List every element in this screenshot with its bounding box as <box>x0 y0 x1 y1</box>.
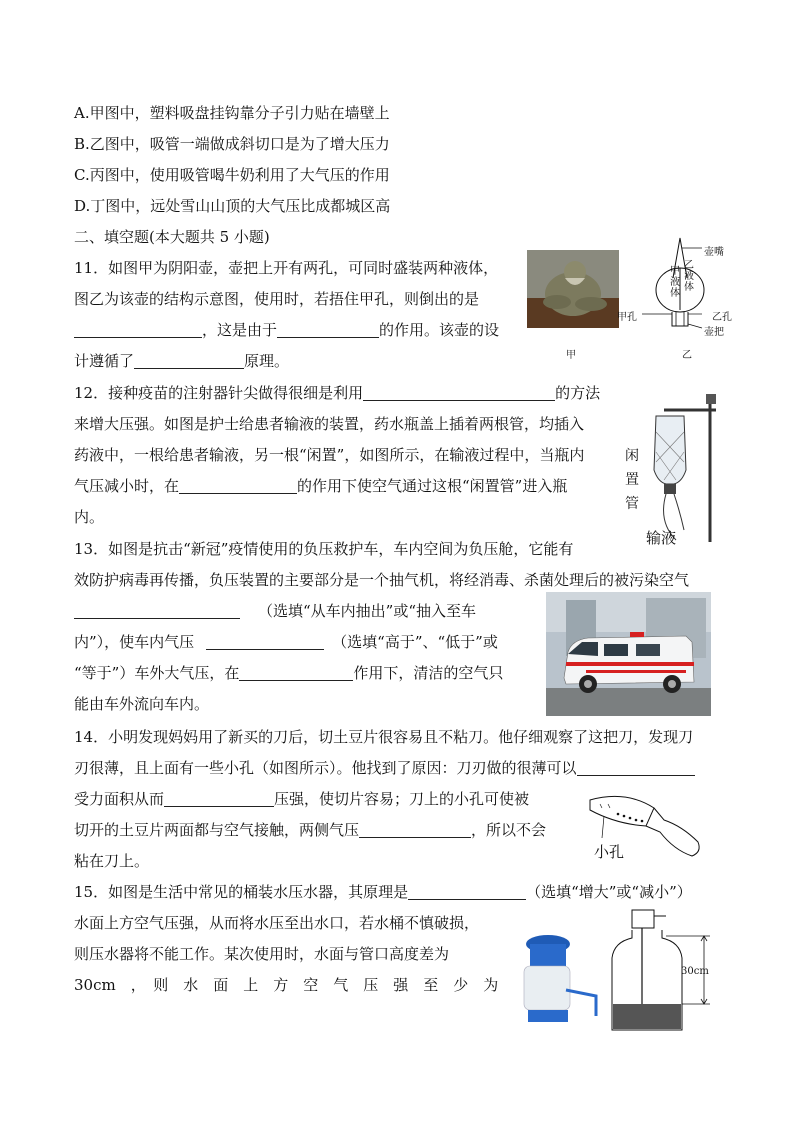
q14-line2 <box>74 758 695 778</box>
q11-caption-jia: 甲 <box>566 350 576 361</box>
q15-water-pump-photo <box>504 930 606 1030</box>
q13-line4-text-b: （选填“高于”、“低于”或 <box>332 633 498 651</box>
q14-line3-text-b: 压强，使切片容易；刀上的小孔可使被 <box>274 790 530 808</box>
section-title: 二、填空题(本大题共 5 小题) <box>74 228 270 246</box>
q11-line2: 图乙为该壶的结构示意图，使用时，若捂住甲孔，则倒出的是 <box>74 290 480 308</box>
option-b: B.乙图中，吸管一端做成斜切口是为了增大压力 <box>74 135 390 153</box>
q13-blank-2[interactable] <box>206 633 324 650</box>
q11-label-spout: 壶嘴 <box>704 247 724 258</box>
q14-line3-text-a: 受力面积从而 <box>74 790 165 808</box>
q14-line3 <box>74 789 529 809</box>
q12-line4-text-b: 的作用下使空气通过这根“闲置管”进入瓶 <box>297 477 568 495</box>
q12-line1-text-b: 的方法 <box>555 384 601 402</box>
option-c: C.丙图中，使用吸管喝牛奶利用了大气压的作用 <box>74 166 390 184</box>
q11-line1: 11．如图甲为阴阳壶，壶把上开有两孔，可同时盛装两种液体， <box>74 259 499 277</box>
q14-line1: 14．小明发现妈妈用了新买的刀后，切土豆片很容易且不粘刀。他仔细观察了这把刀，发现刀 <box>74 728 694 746</box>
q12-line5: 内。 <box>74 508 105 526</box>
q15-line3: 则压水器将不能工作。某次使用时，水面与管口高度差为 <box>74 945 450 963</box>
q13-line3-text-b: （选填“从车内抽出”或“抽入至车 <box>258 602 477 620</box>
q15-blank-1[interactable] <box>408 883 526 900</box>
q13-line4 <box>74 632 498 652</box>
q15-line4: 30cm ， 则 水 面 上 方 空 气 压 强 至 少 为 <box>74 976 499 994</box>
q11-blank-2[interactable] <box>277 321 379 338</box>
q13-line2: 效防护病毒再传播，负压装置的主要部分是一个抽气机，将经消毒、杀菌处理后的被污染空气 <box>74 571 690 589</box>
q11-line3-text-c: 的作用。该壶的设 <box>379 321 500 339</box>
q12-line1-text-a: 12．接种疫苗的注射器针尖做得很细是利用 <box>74 384 364 402</box>
q12-blank-2[interactable] <box>179 477 297 494</box>
q15-line1-text-a: 15．如图是生活中常见的桶装水压水器，其原理是 <box>74 883 409 901</box>
q14-line5: 粘在刀上。 <box>74 852 150 870</box>
q12-blank-1[interactable] <box>363 384 555 401</box>
q15-line2: 水面上方空气压强，从而将水压至出水口，若水桶不慎破损， <box>74 914 480 932</box>
q13-line5-text-b: 作用下，清洁的空气只 <box>353 664 504 682</box>
q13-blank-3[interactable] <box>239 664 353 681</box>
q11-label-hole-jia: 甲孔 <box>617 312 637 323</box>
q11-label-liquid-yi: 乙液体 <box>684 260 694 293</box>
q13-ambulance-photo <box>546 592 711 716</box>
q14-line4-text-b: ，所以不会 <box>471 821 547 839</box>
q12-line4 <box>74 476 567 496</box>
q14-line2-text: 刃很薄，且上面有一些小孔（如图所示）。他找到了原因：刀刃做的很薄可以 <box>74 759 577 777</box>
q12-iv-drip-figure <box>636 392 730 542</box>
q14-blank-1[interactable] <box>577 759 695 776</box>
q11-blank-3[interactable] <box>134 352 244 369</box>
q12-label-infuse: 输液 <box>646 529 677 547</box>
q13-line5-text-a: “等于”）车外大气压，在 <box>74 664 240 682</box>
q11-label-hole-yi: 乙孔 <box>712 312 732 323</box>
q13-line3 <box>74 601 476 621</box>
q11-line4 <box>74 351 289 371</box>
q12-line4-text-a: 气压减小时，在 <box>74 477 180 495</box>
q12-label-idle-tube: 闲置管 <box>625 448 639 512</box>
q11-label-liquid-jia: 甲液体 <box>670 266 680 299</box>
q13-line1: 13．如图是抗击“新冠”疫情使用的负压救护车，车内空间为负压舱，它能有 <box>74 540 574 558</box>
q12-line2: 来增大压强。如图是护士给患者输液的装置，药水瓶盖上插着两根管，均插入 <box>74 415 585 433</box>
q11-line4-text-a: 计遵循了 <box>74 352 135 370</box>
q11-label-handle: 壶把 <box>704 327 724 338</box>
q11-line3 <box>74 320 499 340</box>
option-a: A.甲图中，塑料吸盘挂钩靠分子引力贴在墙壁上 <box>74 104 390 122</box>
q11-photo-jia <box>527 250 619 328</box>
q12-line3: 药液中，一根给患者输液，另一根“闲置”，如图所示，在输液过程中，当瓶内 <box>74 446 585 464</box>
q15-height-label: 30cm <box>681 966 709 977</box>
q13-blank-1[interactable] <box>74 602 240 619</box>
q13-line6: 能由车外流向车内。 <box>74 695 210 713</box>
option-d: D.丁图中，远处雪山山顶的大气压比成都城区高 <box>74 197 391 215</box>
q12-line1 <box>74 383 600 403</box>
q11-line3-text-b: ，这是由于 <box>202 321 278 339</box>
q14-blank-2[interactable] <box>164 790 274 807</box>
q13-line4-text-a: 内”），使车内气压 <box>74 633 195 651</box>
q11-caption-yi: 乙 <box>682 350 692 361</box>
q15-line1-text-b: （选填“增大”或“减小”） <box>526 883 692 901</box>
q14-line4 <box>74 820 546 840</box>
q14-blank-3[interactable] <box>359 821 471 838</box>
q15-line1 <box>74 882 692 902</box>
q11-blank-1[interactable] <box>74 321 202 338</box>
q14-label-hole: 小孔 <box>594 843 625 861</box>
q13-line5 <box>74 663 503 683</box>
q11-line4-text-b: 原理。 <box>244 352 290 370</box>
q14-line4-text-a: 切开的土豆片两面都与空气接触，两侧气压 <box>74 821 360 839</box>
